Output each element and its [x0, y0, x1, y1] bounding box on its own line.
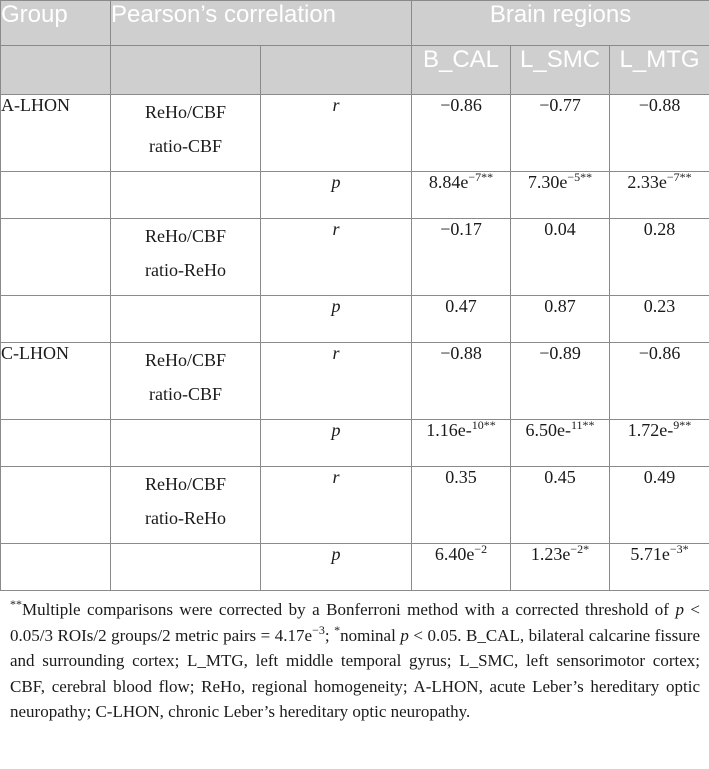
metric-pair-line: ReHo/CBF — [144, 350, 227, 370]
value-mantissa: 0.47 — [445, 296, 477, 316]
value-cell — [412, 544, 511, 591]
value-cell — [610, 343, 709, 420]
value-mantissa: 0.87 — [544, 296, 576, 316]
metric-pair-cell — [111, 467, 261, 544]
metric-pair-line: ratio-CBF — [148, 136, 222, 156]
value-mantissa: 0.28 — [643, 219, 676, 239]
value-mantissa: 2.33e — [627, 172, 667, 192]
table-row — [1, 420, 709, 467]
value-mantissa: 6.50e- — [525, 420, 571, 440]
value-mantissa: 6.40e — [434, 544, 475, 564]
significance-mark: ** — [580, 170, 593, 184]
metric-pair-cell — [111, 343, 261, 420]
value-mantissa: −0.86 — [638, 343, 681, 363]
value-cell — [412, 95, 511, 172]
value-mantissa: 0.23 — [643, 296, 676, 316]
group-cell — [1, 219, 111, 296]
value-cell — [610, 296, 709, 343]
header-pearson-correlation: Pearson’s correlation — [111, 1, 412, 46]
value-cell — [511, 172, 610, 219]
value-mantissa: 1.72e- — [627, 420, 674, 440]
table-footnote — [10, 597, 700, 725]
table-row — [1, 219, 709, 296]
table-row — [1, 544, 709, 591]
value-mantissa: 0.04 — [544, 219, 576, 239]
statistic-cell: p — [261, 172, 412, 219]
statistic-cell: r — [261, 219, 412, 296]
single-asterisk-mark: * — [334, 622, 341, 637]
value-cell — [511, 420, 610, 467]
significance-mark: ** — [679, 170, 692, 184]
metric-pair-line: ratio-ReHo — [145, 508, 226, 528]
value-cell — [412, 420, 511, 467]
metric-pair-cell — [111, 172, 261, 219]
value-cell — [610, 544, 709, 591]
value-cell — [511, 95, 610, 172]
header-region-l-mtg: L_MTG — [610, 46, 709, 95]
footnote-paragraph: **Multiple comparisons were corrected by a Bonferroni method with a corrected threshold of p < 0.05/3 ROIs/2 groups/2 metric pairs = $4.17e^{-3}$; *nominal p < 0.05. B_CAL, bilateral calcarine fissure and surrounding cortex; L_MTG, left middle temporal gyrus; L_SMC, left sensorimotor cortex; CBF, cerebral blood flow; ReHo, regional homogeneity; A-LHON, acute Leber’s hereditary optic neuropathy; C-LHON, chronic Leber’s hereditary optic neuropathy. — [10, 597, 700, 721]
header-region-l-smc: L_SMC — [511, 46, 610, 95]
value-exponent: −3* — [669, 542, 689, 556]
value-exponent: −7** — [666, 170, 692, 184]
header-group: Group — [1, 1, 111, 46]
value-cell — [610, 95, 709, 172]
value-cell — [412, 172, 511, 219]
value-cell — [511, 219, 610, 296]
value-cell — [412, 467, 511, 544]
metric-pair-line: ratio-ReHo — [145, 260, 226, 280]
value-mantissa: 1.16e- — [426, 420, 472, 440]
value-cell — [610, 219, 709, 296]
value-exponent: 9** — [673, 418, 692, 432]
header-brain-regions: Brain regions — [412, 1, 709, 46]
metric-pair-line: ReHo/CBF — [144, 474, 227, 494]
value-mantissa: −0.88 — [440, 343, 482, 363]
value-mantissa: 5.71e — [630, 544, 670, 564]
value-exponent: −2 — [474, 542, 488, 556]
significance-mark: ** — [481, 170, 494, 184]
value-cell — [412, 219, 511, 296]
group-cell — [1, 296, 111, 343]
value-mantissa: 0.49 — [643, 467, 676, 487]
table-row — [1, 172, 709, 219]
group-cell — [1, 467, 111, 544]
value-cell — [610, 467, 709, 544]
value-exponent: −7** — [468, 170, 494, 184]
value-exponent: 10** — [471, 418, 496, 432]
statistic-cell: p — [261, 296, 412, 343]
table-row — [1, 467, 709, 544]
value-mantissa: −0.89 — [539, 343, 581, 363]
group-cell: C-LHON — [1, 343, 111, 420]
value-exponent: −2* — [570, 542, 590, 556]
metric-pair-line: ReHo/CBF — [144, 102, 227, 122]
header-region-b-cal: B_CAL — [412, 46, 511, 95]
group-cell: A-LHON — [1, 95, 111, 172]
statistic-cell: r — [261, 343, 412, 420]
table-row — [1, 343, 709, 420]
table-row — [1, 296, 709, 343]
value-mantissa: 0.45 — [544, 467, 576, 487]
value-cell — [610, 420, 709, 467]
value-mantissa: 1.23e — [530, 544, 571, 564]
header-blank-stat — [261, 46, 412, 95]
value-mantissa: 0.35 — [445, 467, 477, 487]
value-mantissa: −0.17 — [440, 219, 482, 239]
value-cell — [610, 172, 709, 219]
significance-mark: ** — [582, 418, 595, 432]
table-row — [1, 95, 709, 172]
metric-pair-line: ratio-CBF — [148, 384, 222, 404]
value-mantissa: 8.84e — [428, 172, 469, 192]
metric-pair-cell — [111, 420, 261, 467]
value-cell — [412, 343, 511, 420]
value-cell — [412, 296, 511, 343]
value-mantissa: −0.77 — [539, 95, 581, 115]
value-mantissa: −0.88 — [638, 95, 681, 115]
significance-mark: ** — [483, 418, 496, 432]
metric-pair-cell — [111, 544, 261, 591]
double-asterisk-mark: ** — [10, 597, 22, 611]
value-exponent: 11** — [570, 418, 595, 432]
value-mantissa: −0.86 — [440, 95, 482, 115]
statistic-cell: p — [261, 420, 412, 467]
significance-mark: * — [583, 542, 590, 556]
group-cell — [1, 544, 111, 591]
value-mantissa: 7.30e — [527, 172, 568, 192]
value-cell — [511, 343, 610, 420]
metric-pair-cell — [111, 219, 261, 296]
statistic-cell: r — [261, 95, 412, 172]
value-cell — [511, 467, 610, 544]
metric-pair-cell — [111, 95, 261, 172]
significance-mark: * — [682, 542, 689, 556]
value-cell — [511, 544, 610, 591]
significance-mark: ** — [679, 418, 692, 432]
metric-pair-cell — [111, 296, 261, 343]
group-cell — [1, 420, 111, 467]
header-blank-pair — [111, 46, 261, 95]
metric-pair-line: ReHo/CBF — [144, 226, 227, 246]
statistic-cell: r — [261, 467, 412, 544]
value-cell — [511, 296, 610, 343]
value-exponent: −5** — [567, 170, 593, 184]
header-blank-group — [1, 46, 111, 95]
statistic-cell: p — [261, 544, 412, 591]
group-cell — [1, 172, 111, 219]
